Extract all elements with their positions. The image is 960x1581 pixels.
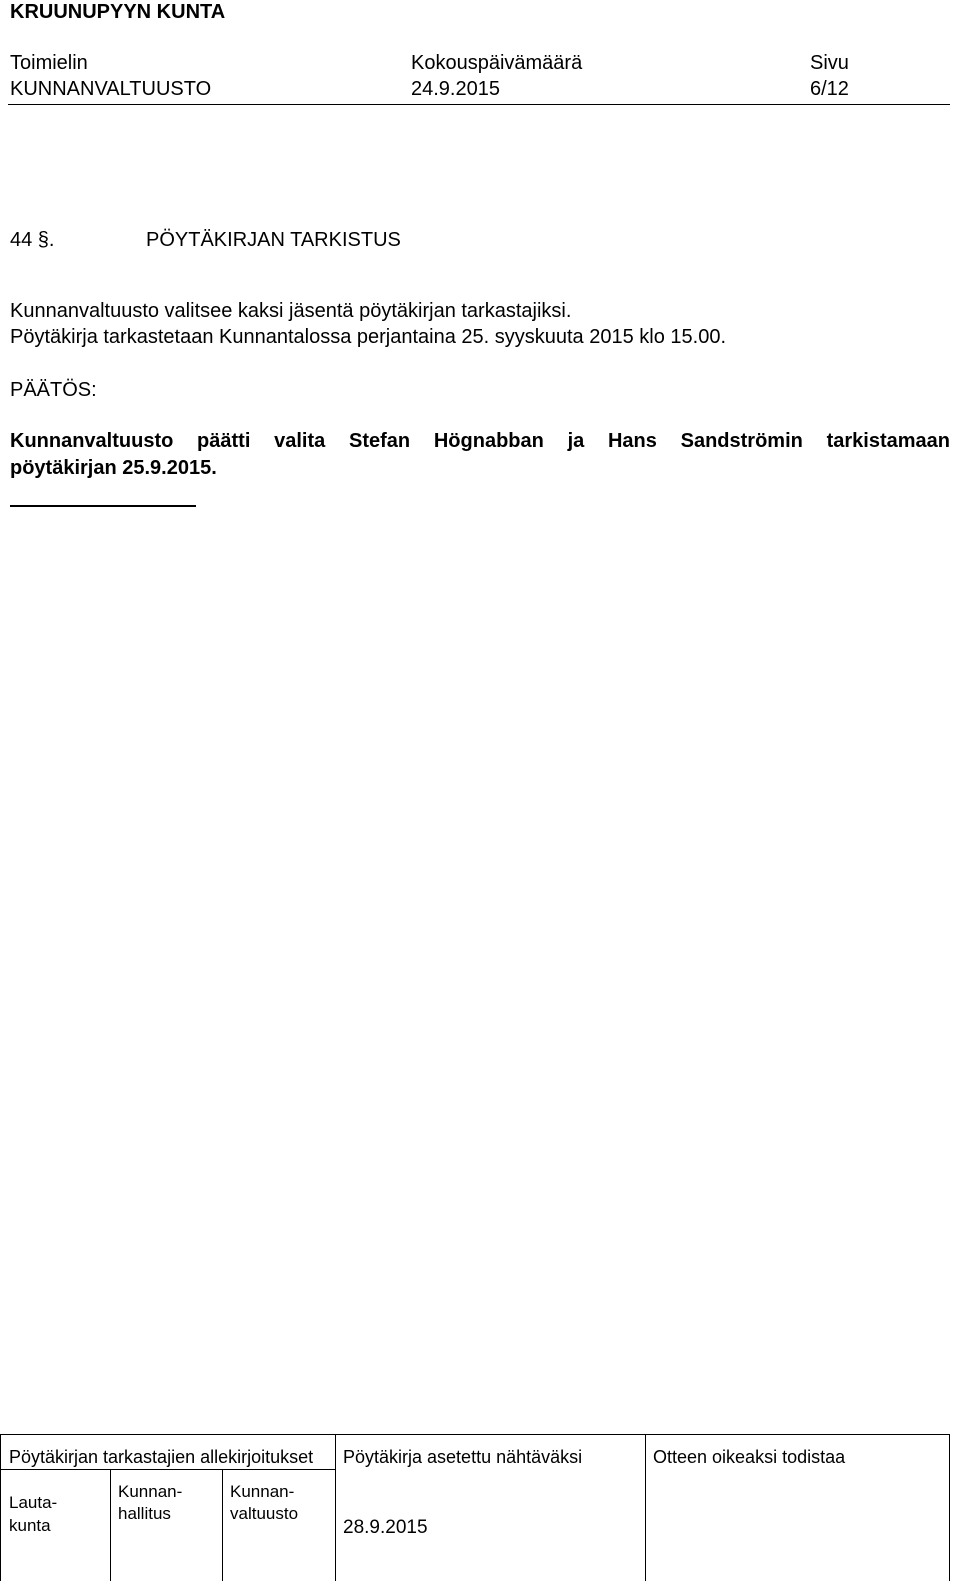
footer-certified-header: Otteen oikeaksi todistaa [653,1447,846,1467]
footer-col-divider-2 [222,1469,223,1581]
footer-right-border [949,1434,950,1581]
decision-line-2: pöytäkirjan 25.9.2015. [10,457,217,479]
footer-col3-line2: valtuusto [230,1504,299,1523]
date-value: 24.9.2015 [411,78,500,100]
decision-line-1: Kunnanvaltuusto päätti valita Stefan Högnabban ja Hans Sandströmin tarkistamaan [10,430,950,452]
organization-name: KRUUNUPYYN KUNTA [10,1,226,23]
footer-left-border [0,1434,1,1581]
organ-label: Toimielin [10,52,88,74]
footer-signatures-header: Pöytäkirjan tarkastajien allekirjoitukset [9,1447,314,1467]
section-title: PÖYTÄKIRJAN TARKISTUS [146,229,401,251]
footer-posted-header: Pöytäkirja asetettu nähtäväksi [343,1447,583,1467]
decision-label: PÄÄTÖS: [10,379,97,401]
footer-col2-line2: hallitus [118,1504,171,1523]
footer-top-border [0,1434,950,1435]
date-label: Kokouspäivämäärä [411,52,583,74]
page-value: 6/12 [810,78,849,100]
section-heading [10,227,401,253]
header-divider [8,104,950,105]
footer-col-divider-3 [335,1434,336,1581]
footer-col2-line1: Kunnan- [118,1482,183,1501]
footer-col1-line2: kunta [9,1516,51,1535]
page-label: Sivu [810,52,849,74]
footer-col-divider-4 [645,1434,646,1581]
footer-signature-header-divider [0,1469,336,1470]
footer-col1-line1: Lauta- [9,1493,58,1512]
footer-col-divider-1 [110,1469,111,1581]
section-number: 44 §. [10,229,55,251]
body-line-1: Kunnanvaltuusto valitsee kaksi jäsentä pöytäkirjan tarkastajiksi. [10,300,572,322]
signature-footer [0,1434,950,1581]
footer-posted-date: 28.9.2015 [343,1517,428,1538]
section-end-rule [10,505,196,507]
organ-value: KUNNANVALTUUSTO [10,78,212,100]
footer-col3-line1: Kunnan- [230,1482,295,1501]
body-line-2: Pöytäkirja tarkastetaan Kunnantalossa perjantaina 25. syyskuuta 2015 klo 15.00. [10,326,727,348]
